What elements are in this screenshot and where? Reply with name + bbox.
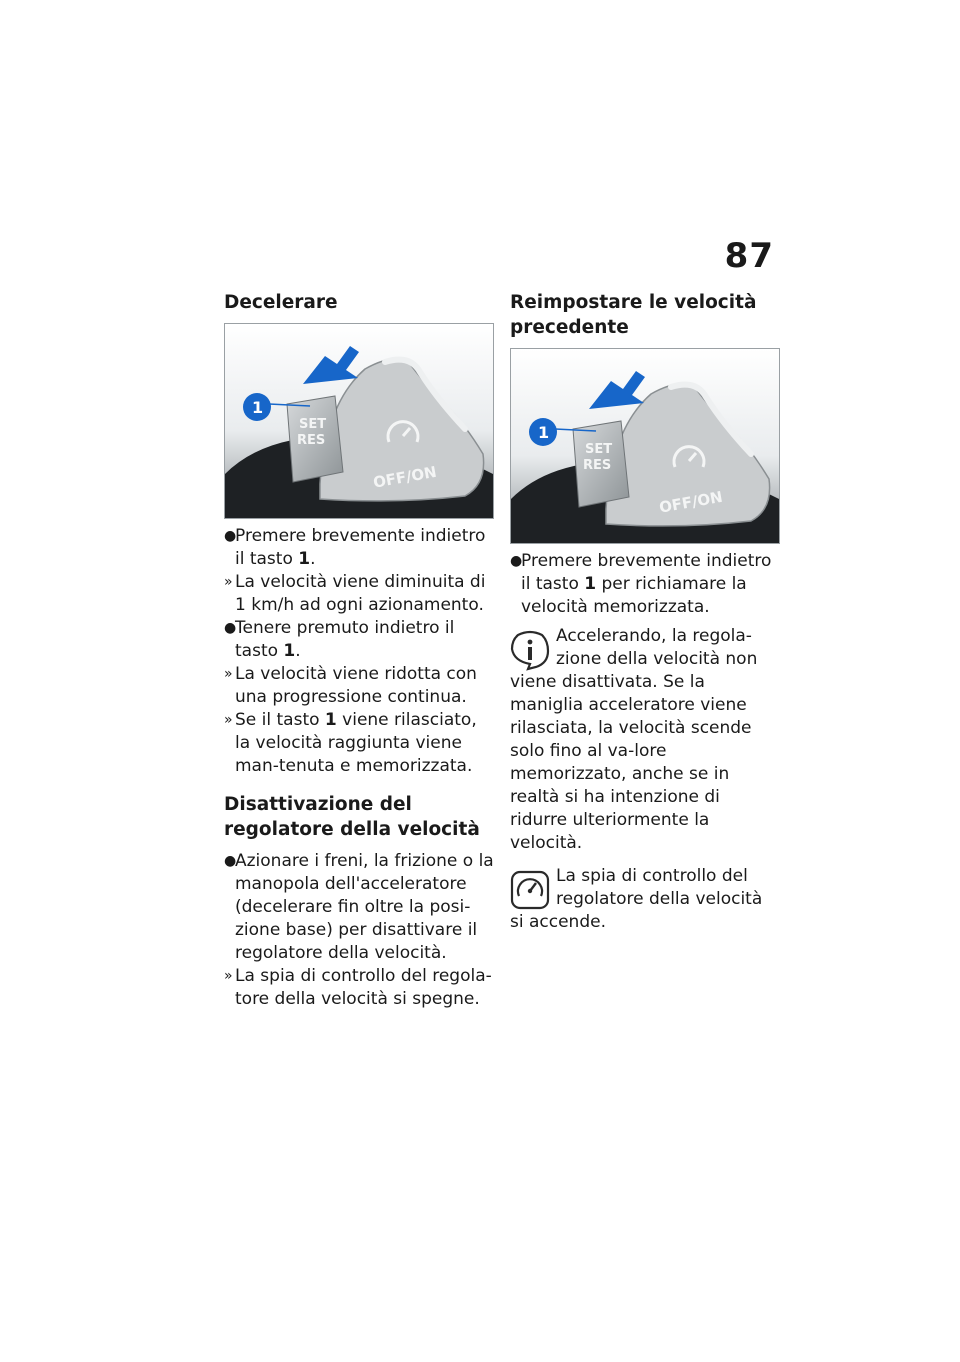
info-icon [510,629,550,671]
list-item: ● Premere brevemente indietro il tasto 1. [224,526,486,569]
result-mark: » [224,574,233,590]
info-note [510,625,780,855]
list-item: » Se il tasto 1 viene rilasciato, la velocità raggiunta viene man-tenuta e memorizzata. [224,710,477,776]
result-mark: » [224,666,233,682]
section-heading-decelerate: Decelerare [224,292,338,313]
off-on-label: OFF/ON [371,462,438,492]
lamp-note [510,865,780,934]
section-heading-resume: Reimpostare le velocità precedente [510,292,757,338]
res-label: RES [297,433,326,448]
bullet-mark: ● [510,553,523,569]
illustration-set-res-switch-resume [510,348,780,544]
list-item: » La velocità viene diminuita di 1 km/h ad ogni azionamento. [224,572,486,615]
res-label: RES [583,458,612,473]
off-on-label: OFF/ON [657,487,724,517]
section-heading-deactivation: Disattivazione del regolatore della velocità [224,794,480,840]
bullet-mark: ● [224,853,237,869]
right-column [510,290,780,934]
cruise-control-lamp-icon [510,869,550,911]
page-number: 87 [724,236,774,276]
set-label: SET [585,442,613,457]
bullet-mark: ● [224,528,237,544]
set-label: SET [299,417,327,432]
lamp-note-text: La spia di controllo del regolatore della velocità si accende. [510,866,763,932]
list-item: ● Tenere premuto indietro il tasto 1. [224,618,455,661]
left-column [224,290,494,1011]
list-item: ● Azionare i freni, la frizione o la manopola dell'acceleratore (decelerare fin oltre la posi-zione base) per disattivare il regolatore della velocità. [224,851,494,963]
callout-1: 1 [252,398,264,417]
bullet-mark: ● [224,620,237,636]
list-item: » La velocità viene ridotta con una progressione continua. [224,664,477,707]
result-mark: » [224,968,233,984]
callout-1: 1 [538,423,550,442]
list-item: ● Premere brevemente indietro il tasto 1 per richiamare la velocità memorizzata. [510,551,772,617]
result-mark: » [224,712,233,728]
list-item: » La spia di controllo del regola-tore della velocità si spegne. [224,966,492,1009]
info-note-text: Accelerando, la regola-zione della velocità non viene disattivata. Se la maniglia acceleratore viene rilasciata, la velocità scende solo fino al va-lore memorizzato, anche se in realtà si ha intenzione di ridurre ulteriormente la velocità. [510,626,758,853]
illustration-set-res-switch [224,323,494,519]
